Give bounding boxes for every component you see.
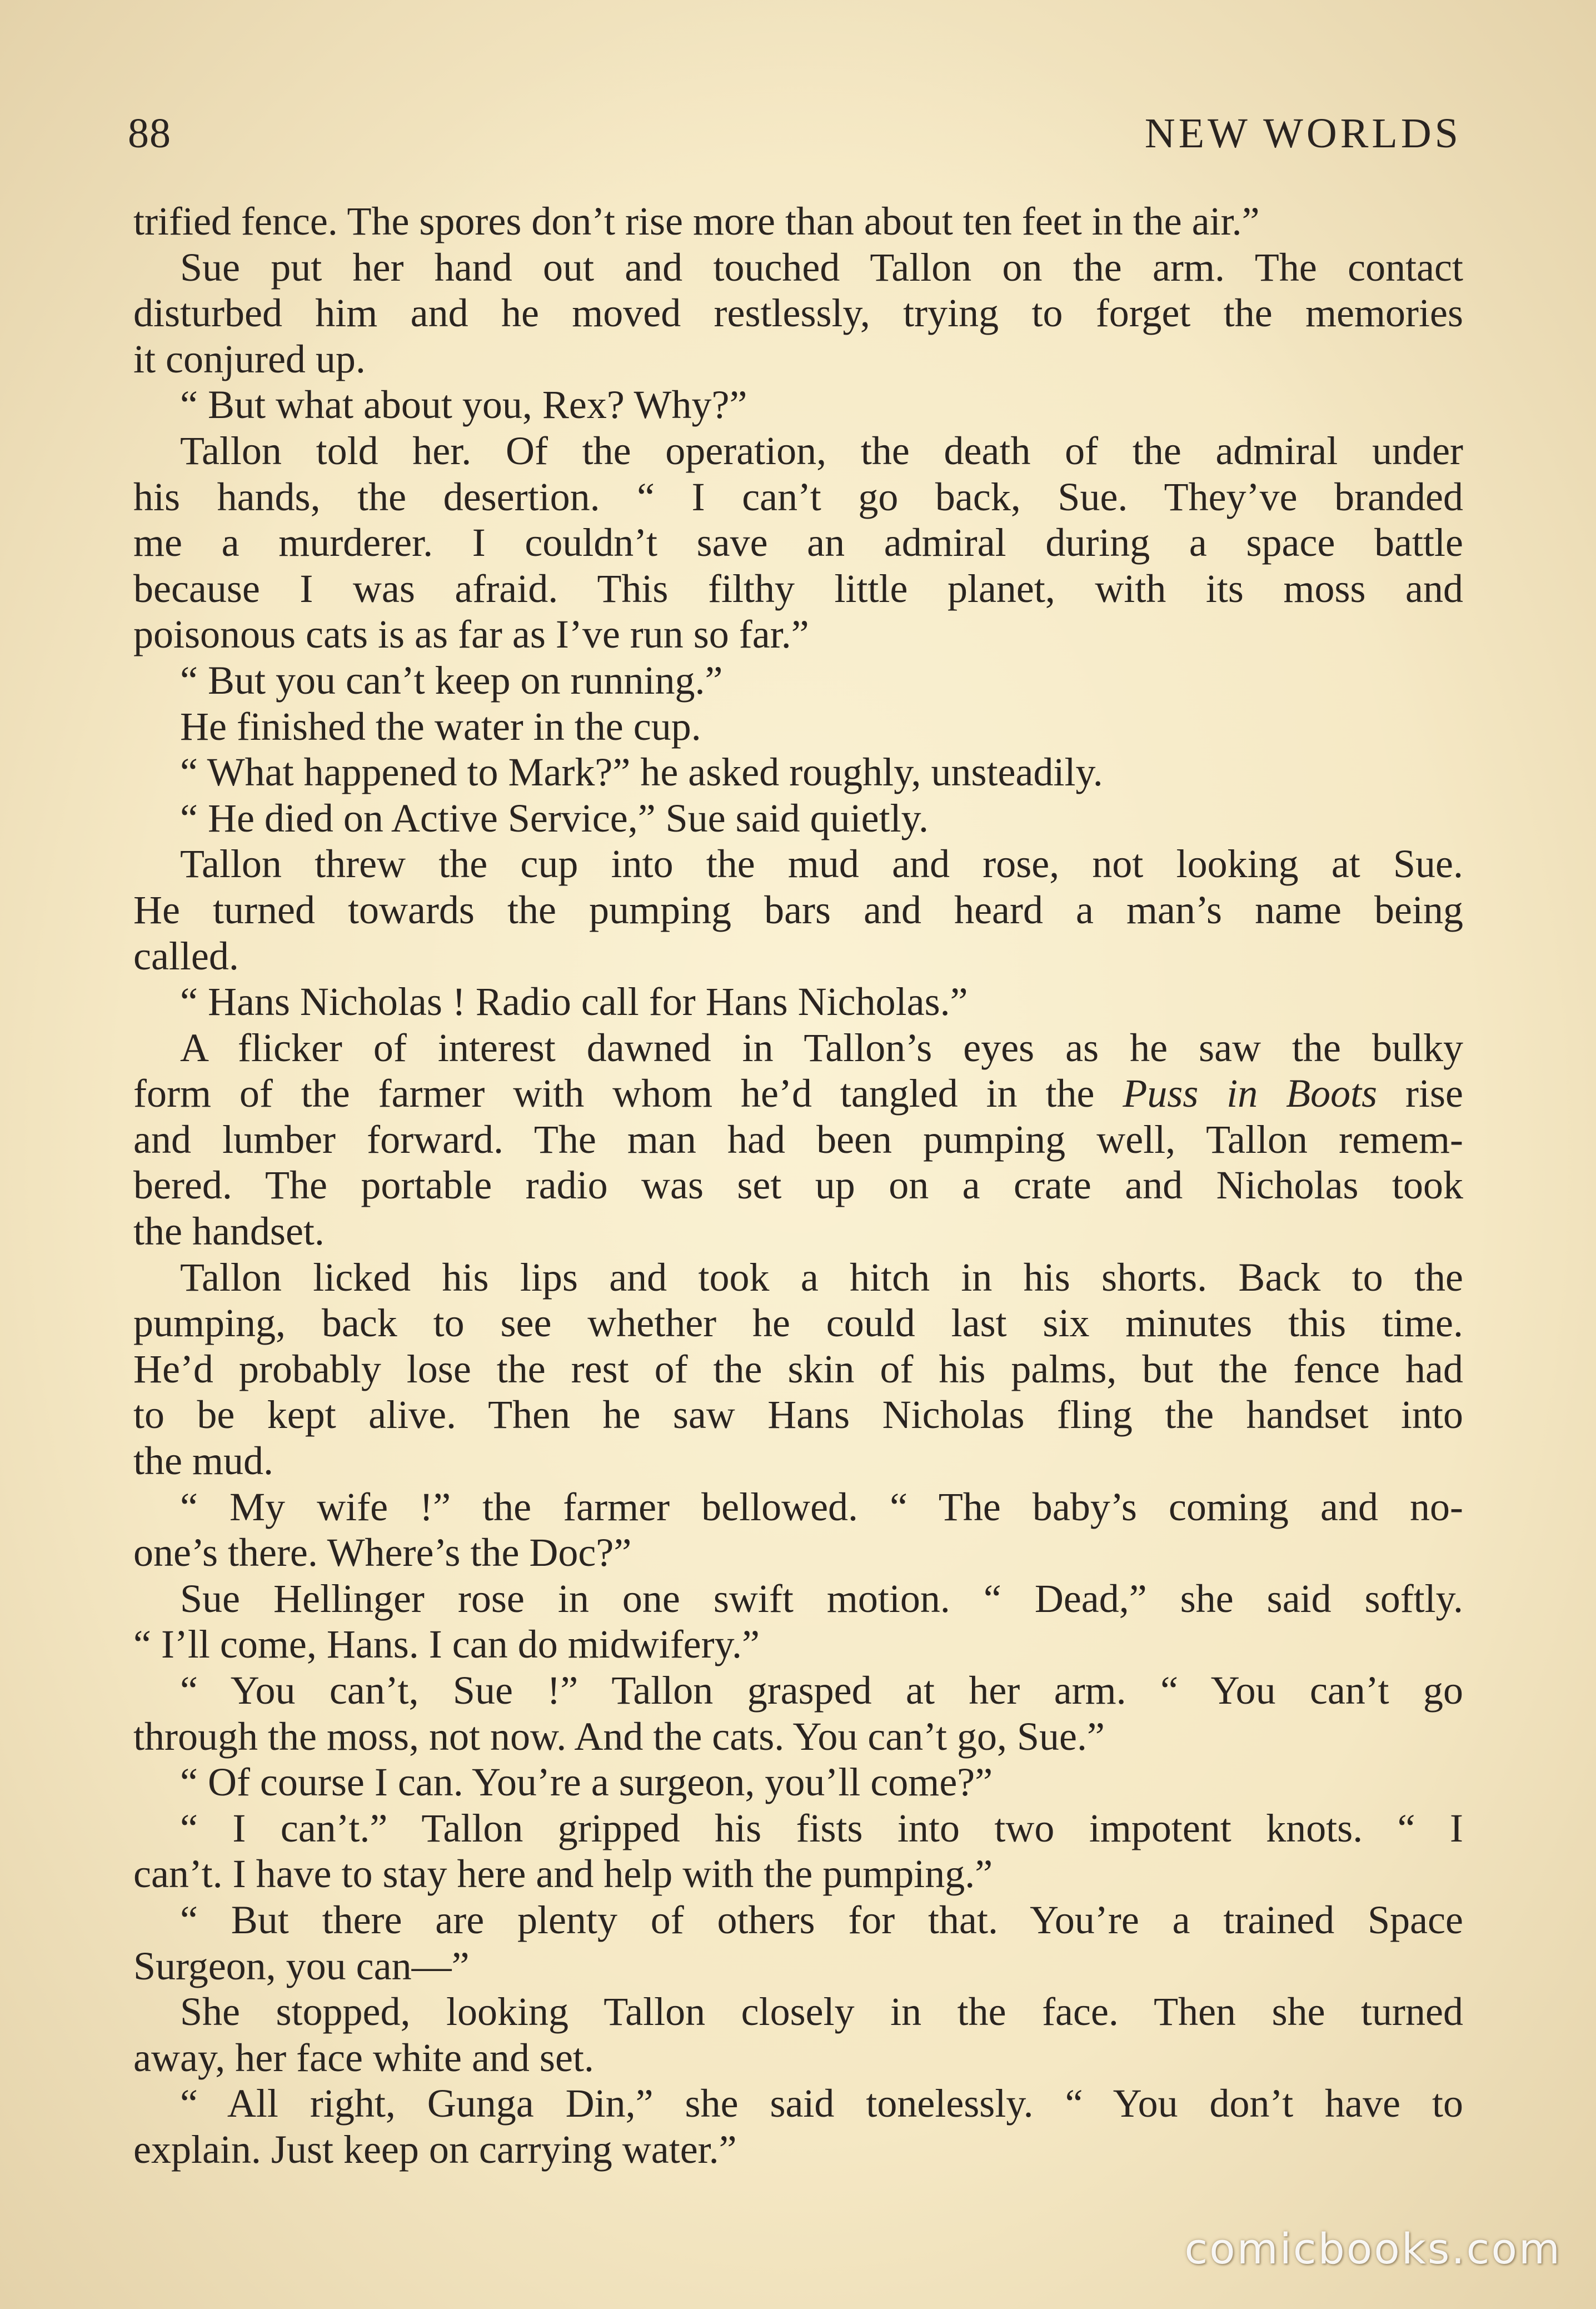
text-line: bered. The portable radio was set up on a crate and Nicholas took xyxy=(133,1163,1463,1208)
text-line: me a murderer. I couldn’t save an admiral during a space battle xyxy=(133,520,1463,565)
text-line: “ You can’t, Sue !” Tallon grasped at her arm. “ You can’t go xyxy=(180,1668,1463,1713)
text-segment: rise xyxy=(1377,1071,1463,1116)
text-line: because I was afraid. This filthy little planet, with its moss and xyxy=(133,566,1463,611)
text-line: She stopped, looking Tallon closely in the face. Then she turned xyxy=(180,1989,1463,2034)
text-line: explain. Just keep on carrying water.” xyxy=(133,2127,737,2172)
text-line: one’s there. Where’s the Doc?” xyxy=(133,1530,632,1575)
text-line: trified fence. The spores don’t rise more than about ten feet in the air.” xyxy=(133,199,1260,243)
text-line: “ He died on Active Service,” Sue said quietly. xyxy=(180,795,929,840)
text-line: disturbed him and he moved restlessly, trying to forget the memories xyxy=(133,291,1463,336)
text-line: A flicker of interest dawned in Tallon’s eyes as he saw the bulky xyxy=(180,1025,1463,1070)
running-title: NEW WORLDS xyxy=(1144,110,1462,157)
text-line: can’t. I have to stay here and help with the pumping.” xyxy=(133,1852,993,1897)
running-head xyxy=(128,106,1462,161)
text-line: the mud. xyxy=(133,1439,273,1484)
text-line: away, her face white and set. xyxy=(133,2035,594,2080)
text-line xyxy=(133,1071,1463,1117)
text-line: Tallon threw the cup into the mud and rose, not looking at Sue. xyxy=(180,842,1463,887)
watermark: comicbooks.com xyxy=(1184,2224,1562,2273)
text-line: through the moss, not now. And the cats. You can’t go, Sue.” xyxy=(133,1714,1105,1759)
text-line: and lumber forward. The man had been pumping well, Tallon remem- xyxy=(133,1117,1463,1162)
text-line: Sue Hellinger rose in one swift motion. “ Dead,” she said softly. xyxy=(180,1576,1463,1621)
text-line: “ My wife !” the farmer bellowed. “ The baby’s coming and no- xyxy=(180,1484,1463,1529)
body-text xyxy=(133,198,1463,2173)
text-line: He turned towards the pumping bars and heard a man’s name being xyxy=(133,887,1463,932)
text-line: to be kept alive. Then he saw Hans Nicholas fling the handset into xyxy=(133,1392,1463,1437)
text-line: “ But what about you, Rex? Why?” xyxy=(180,382,747,427)
text-line: “ But there are plenty of others for that. You’re a trained Space xyxy=(180,1897,1463,1942)
text-line: Tallon licked his lips and took a hitch in his shorts. Back to the xyxy=(180,1255,1463,1300)
text-line: called. xyxy=(133,933,239,978)
text-line: “ Of course I can. You’re a surgeon, you’ll come?” xyxy=(180,1760,993,1805)
text-line: He’d probably lose the rest of the skin of his palms, but the fence had xyxy=(133,1346,1463,1391)
text-line: pumping, back to see whether he could last six minutes this time. xyxy=(133,1301,1463,1346)
text-line: Surgeon, you can—” xyxy=(133,1943,470,1988)
text-line: “ I can’t.” Tallon gripped his fists into two impotent knots. “ I xyxy=(180,1805,1463,1850)
text-line: “ But you can’t keep on running.” xyxy=(180,658,723,703)
text-line: it conjured up. xyxy=(133,336,366,381)
text-line: the handset. xyxy=(133,1209,325,1254)
text-line: Sue put her hand out and touched Tallon on the arm. The contact xyxy=(180,245,1463,290)
text-line: He finished the water in the cup. xyxy=(180,704,701,749)
page-number: 88 xyxy=(128,110,171,157)
text-line: “ All right, Gunga Din,” she said tonelessly. “ You don’t have to xyxy=(180,2081,1463,2126)
italic-title: Puss in Boots xyxy=(1123,1071,1378,1116)
text-line: “ What happened to Mark?” he asked roughly, unsteadily. xyxy=(180,750,1103,795)
text-line: “ Hans Nicholas ! Radio call for Hans Nicholas.” xyxy=(180,979,968,1024)
text-segment: form of the farmer with whom he’d tangled in the xyxy=(133,1071,1123,1116)
text-line: “ I’ll come, Hans. I can do midwifery.” xyxy=(133,1622,760,1667)
text-line: Tallon told her. Of the operation, the death of the admiral under xyxy=(180,428,1463,473)
text-line: his hands, the desertion. “ I can’t go back, Sue. They’ve branded xyxy=(133,474,1463,519)
text-line: poisonous cats is as far as I’ve run so far.” xyxy=(133,612,809,657)
